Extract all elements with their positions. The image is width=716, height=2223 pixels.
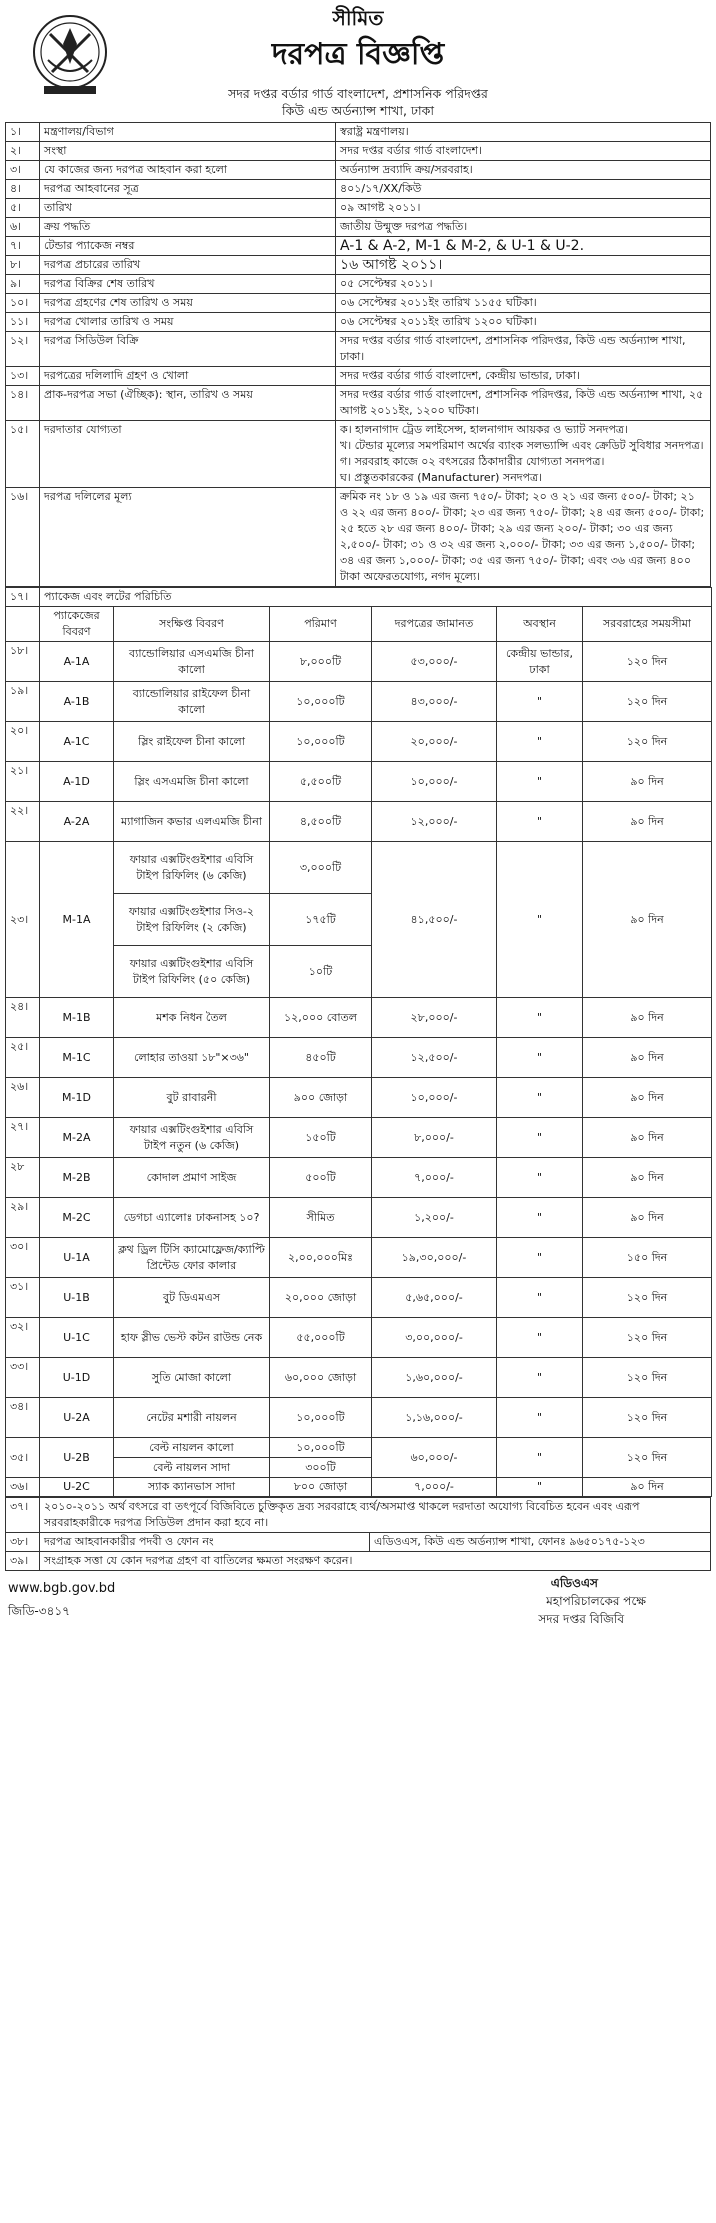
row-value: এডিওএস, কিউ এন্ড অর্ডন্যান্স শাখা, ফোনঃ ৯৬৫০১৭৫-১২৩ [370,1533,711,1552]
row-number: ২৬। [6,1078,40,1118]
row-label: দরপত্র বিক্রির শেষ তারিখ [40,275,336,294]
package-code: A-1D [40,762,114,802]
package-security: ১৯,৩০,০০০/- [372,1238,497,1278]
row-number: ৯। [6,275,40,294]
row-number: ১১। [6,313,40,332]
package-code: M-1C [40,1038,114,1078]
package-quantity: ৩,০০০টি [270,842,372,894]
package-row [6,722,712,762]
package-location: কেন্দ্রীয় ভান্ডার, ঢাকা [497,642,583,682]
package-code: A-1C [40,722,114,762]
column-header: প্যাকেজের বিবরণ [40,607,114,642]
info-row [6,313,711,332]
package-location: " [497,1078,583,1118]
row-number: ২৭। [6,1118,40,1158]
package-quantity: ১০,০০০টি [270,1438,372,1458]
row-number: ৩৬। [6,1478,40,1497]
package-row [6,1318,712,1358]
package-description: ফায়ার এক্সটিংগুইশার এবিসি টাইপ নতুন (৬ কেজি) [114,1118,270,1158]
package-delivery-time: ৯০ দিন [583,1118,712,1158]
package-description: ফায়ার এক্সটিংগুইশার এবিসি টাইপ রিফিলিং (৫০ কেজি) [114,946,270,998]
package-row [6,1278,712,1318]
package-description: বেল্ট নায়লন সাদা [114,1458,270,1478]
column-header: সংক্ষিপ্ত বিবরণ [114,607,270,642]
package-code: M-2A [40,1118,114,1158]
package-delivery-time: ১২০ দিন [583,682,712,722]
package-description: সুতি মোজা কালো [114,1358,270,1398]
package-quantity: ১৭৫টি [270,894,372,946]
note-text: ২০১০-২০১১ অর্থ বৎসরে বা তৎপূর্বে বিজিবিতে চুক্তিকৃত দ্রব্য সরবরাহে ব্যর্থ/অসমাপ্ত থাকলে দরদাতা অযোগ্য বিবেচিত হবেন এবং এরূপ সরবরাহকারীকে দরপত্র সিডিউল প্রদান করা হবে না। [40,1498,711,1533]
info-row-eligibility [6,421,711,488]
row-label: দরপত্র সিডিউল বিক্রি [40,332,336,367]
row-value: ১৬ আগষ্ট ২০১১। [336,256,711,275]
info-row [6,237,711,256]
gd-code: জিডি-৩৪১৭ [8,1604,70,1618]
package-location: " [497,682,583,722]
package-delivery-time: ১২০ দিন [583,1278,712,1318]
package-quantity: ৫,৫০০টি [270,762,372,802]
package-description: ব্যান্ডোলিয়ার এসএমজি চীনা কালো [114,642,270,682]
eligibility-item: ক। হালনাগাদ ট্রেড লাইসেন্স, হালনাগাদ আয়কর ও ভ্যাট সনদপত্র। [340,423,628,436]
row-number: ২৩। [6,842,40,998]
eligibility-list [336,421,711,488]
package-row [6,682,712,722]
package-security: ৮,০০০/- [372,1118,497,1158]
row-label: তারিখ [40,199,336,218]
package-security: ৫৩,০০০/- [372,642,497,682]
row-value: জাতীয় উন্মুক্ত দরপত্র পদ্ধতি। [336,218,711,237]
column-header: দরপত্রের জামানত [372,607,497,642]
row-value: সদর দপ্তর বর্ডার গার্ড বাংলাদেশ, প্রশাসনিক পরিদপ্তর, কিউ এন্ড অর্ডন্যান্স শাখা, ঢাকা। [336,332,711,367]
contact-row [6,1533,711,1552]
notice-header [0,0,716,122]
package-description: ফায়ার এক্সটিংগুইশার সিও-২ টাইপ রিফিলিং (২ কেজি) [114,894,270,946]
signatory-behalf: মহাপরিচালকের পক্ষে [546,1594,646,1608]
package-description: লোহার তাওয়া ১৮"×৩৬" [114,1038,270,1078]
info-row [6,367,711,386]
package-row [6,1238,712,1278]
info-row [6,199,711,218]
row-number: ১৩। [6,367,40,386]
package-quantity: ১০,০০০টি [270,1398,372,1438]
package-row [6,1118,712,1158]
package-code: A-1A [40,642,114,682]
package-quantity: ৫৫,০০০টি [270,1318,372,1358]
package-delivery-time: ৯০ দিন [583,1478,712,1497]
package-location: " [497,1478,583,1497]
package-code: U-2C [40,1478,114,1497]
package-code: M-1A [40,842,114,998]
package-code: U-1B [40,1278,114,1318]
info-row [6,142,711,161]
row-label: দরপত্র আহবানকারীর পদবী ও ফোন নং [40,1533,370,1552]
package-location: " [497,1238,583,1278]
row-value: ক্রমিক নং ১৮ ও ১৯ এর জন্য ৭৫০/- টাকা; ২০ ও ২১ এর জন্য ৫০০/- টাকা; ২১ ও ২২ এর জন্য ৪০০/- টাকা; ২৩ এর জন্য ৭৫০/- টাকা; ২৪ এর জন্য ৫০০/- টাকা; ২৫ হতে ২৮ এর জন্য ৪০০/- টাকা; ২৯ এর জন্য ২০০/- টাকা; ৩০ এর জন্য ২,৫০০/- টাকা; ৩১ ও ৩২ এর জন্য ২,০০০/- টাকা; ৩৩ এর জন্য ১,৫০০/- টাকা; ৩৪ এর জন্য ১,০০০/- টাকা; ৩৫ এর জন্য ৭৫০/- টাকা; এবং ৩৬ এর জন্য ৪০০ টাকা অফেরতযোগ্য, নগদ মূল্যে। [336,488,711,587]
package-quantity: ৮,০০০টি [270,642,372,682]
info-row [6,180,711,199]
restricted-label: সীমিত [332,6,384,30]
row-number: ৮। [6,256,40,275]
package-delivery-time: ১২০ দিন [583,1318,712,1358]
info-row [6,294,711,313]
row-number: ৩৫। [6,1438,40,1478]
package-code: M-2B [40,1158,114,1198]
package-location: " [497,1038,583,1078]
package-row [6,1478,712,1497]
row-value: A-1 & A-2, M-1 & M-2, & U-1 & U-2. [336,237,711,256]
row-label: দরপত্র আহবানের সূত্র [40,180,336,199]
package-delivery-time: ১২০ দিন [583,722,712,762]
note-text: সংগ্রাহক সত্তা যে কোন দরপত্র গ্রহণ বা বাতিলের ক্ষমতা সংরক্ষণ করেন। [40,1552,711,1571]
package-quantity: ৬০,০০০ জোড়া [270,1358,372,1398]
page-title: দরপত্র বিজ্ঞপ্তি [271,37,445,72]
package-location: " [497,998,583,1038]
package-delivery-time: ১২০ দিন [583,1358,712,1398]
package-code: A-1B [40,682,114,722]
package-security: ৬০,০০০/- [372,1438,497,1478]
package-description: কোদাল প্রমাণ সাইজ [114,1158,270,1198]
package-code: U-2B [40,1438,114,1478]
package-quantity: ৫০০টি [270,1158,372,1198]
info-row [6,275,711,294]
package-location: " [497,1118,583,1158]
package-code: A-2A [40,802,114,842]
package-description: ডেগচা এ্যালোঃ ঢাকনাসহ ১০? [114,1198,270,1238]
package-description: বেল্ট নায়লন কালো [114,1438,270,1458]
package-code: M-1B [40,998,114,1038]
row-number: ১৯। [6,682,40,722]
package-quantity: ১০,০০০টি [270,722,372,762]
package-quantity: ১০,০০০টি [270,682,372,722]
row-number: ৩। [6,161,40,180]
org-line: সদর দপ্তর বর্ডার গার্ড বাংলাদেশ, প্রশাসনিক পরিদপ্তর [228,86,488,101]
column-header: পরিমাণ [270,607,372,642]
row-number: ৭। [6,237,40,256]
info-row-price [6,488,711,587]
row-label: দরদাতার যোগ্যতা [40,421,336,488]
row-label: দরপত্র দলিলের মূল্য [40,488,336,587]
package-location: " [497,1158,583,1198]
info-row [6,386,711,421]
row-label: দরপত্র প্রচারের তারিখ [40,256,336,275]
row-number: ২৮ [6,1158,40,1198]
column-header: সরবরাহের সময়সীমা [583,607,712,642]
package-description: ব্যান্ডোলিয়ার রাইফেল চীনা কালো [114,682,270,722]
package-security: ১২,০০০/- [372,802,497,842]
package-location: " [497,1278,583,1318]
row-number: ২৫। [6,1038,40,1078]
package-row [6,1398,712,1438]
package-delivery-time: ৯০ দিন [583,842,712,998]
package-description: নেটের মশারী নায়লন [114,1398,270,1438]
package-security: ১,৬০,০০০/- [372,1358,497,1398]
row-number: ৩৮। [6,1533,40,1552]
row-label: দরপত্রের দলিলাদি গ্রহণ ও খোলা [40,367,336,386]
tender-notes-table [5,1497,711,1571]
package-location: " [497,1438,583,1478]
package-location: " [497,842,583,998]
package-row [6,1158,712,1198]
row-number: ৩৯। [6,1552,40,1571]
package-description: মশক নিধন তৈল [114,998,270,1038]
package-security: ১,১৬,০০০/- [372,1398,497,1438]
package-title: প্যাকেজ এবং লটের পরিচিতি [40,588,712,607]
row-label: যে কাজের জন্য দরপত্র আহবান করা হলো [40,161,336,180]
package-description: ক্লথ ড্রিল টিসি ক্যামোফ্লেজ/ক্যাপ্টি প্রিন্টেড ফোর কালার [114,1238,270,1278]
package-location: " [497,1318,583,1358]
package-security: ২৮,০০০/- [372,998,497,1038]
row-number: ৩০। [6,1238,40,1278]
package-quantity: সীমিত [270,1198,372,1238]
package-location: " [497,802,583,842]
row-value: অর্ডন্যান্স দ্রব্যাদি ক্রয়/সরবরাহ। [336,161,711,180]
package-quantity: ২০,০০০ জোড়া [270,1278,372,1318]
package-code: U-1D [40,1358,114,1398]
package-quantity: ৪৫০টি [270,1038,372,1078]
package-security: ৭,০০০/- [372,1478,497,1497]
package-description: ফায়ার এক্সটিংগুইশার এবিসি টাইপ রিফিলিং (৬ কেজি) [114,842,270,894]
package-location: " [497,1198,583,1238]
package-delivery-time: ১২০ দিন [583,642,712,682]
info-row [6,332,711,367]
package-description: বুট রাবারনী [114,1078,270,1118]
note-row [6,1552,711,1571]
package-location: " [497,762,583,802]
row-number: ১৭। [6,588,40,607]
row-number: ১৬। [6,488,40,587]
package-description: স্যাক ক্যানভাস সাদা [114,1478,270,1497]
package-description: ম্যাগাজিন কভার এলএমজি চীনা [114,802,270,842]
row-label: দরপত্র খোলার তারিখ ও সময় [40,313,336,332]
package-quantity: ১০টি [270,946,372,998]
package-quantity: ২,০০,০০০মিঃ [270,1238,372,1278]
package-delivery-time: ৯০ দিন [583,1198,712,1238]
package-delivery-time: ৯০ দিন [583,998,712,1038]
package-security: ১০,০০০/- [372,762,497,802]
package-security: ৭,০০০/- [372,1158,497,1198]
row-number: ১। [6,123,40,142]
package-description: স্লিং রাইফেল চীনা কালো [114,722,270,762]
package-delivery-time: ১২০ দিন [583,1438,712,1478]
package-security: ১০,০০০/- [372,1078,497,1118]
package-security: ১,২০০/- [372,1198,497,1238]
package-quantity: ১২,০০০ বোতল [270,998,372,1038]
row-label: সংস্থা [40,142,336,161]
package-row [6,1038,712,1078]
row-label: ক্রয় পদ্ধতি [40,218,336,237]
row-number: ১২। [6,332,40,367]
notice-footer [0,1571,716,1635]
signatory-title: এডিওএস [550,1576,598,1590]
package-quantity: ৯০০ জোড়া [270,1078,372,1118]
row-number: ৫। [6,199,40,218]
eligibility-item: খ। টেন্ডার মূল্যের সমপরিমাণ অর্থের ব্যাংক সলভ্যান্সি এবং ক্রেডিট সুবিধার সনদপত্র। [340,439,704,452]
package-location: " [497,1398,583,1438]
header-blank [6,607,40,642]
package-description: বুট ডিএমএস [114,1278,270,1318]
package-location: " [497,722,583,762]
row-number: ১৫। [6,421,40,488]
row-number: ২১। [6,762,40,802]
package-quantity: ৩০০টি [270,1458,372,1478]
package-description: স্লিং এসএমজি চীনা কালো [114,762,270,802]
package-quantity: ৮০০ জোড়া [270,1478,372,1497]
package-delivery-time: ১২০ দিন [583,1398,712,1438]
package-row [6,642,712,682]
package-header-row [6,607,712,642]
package-row [6,998,712,1038]
package-row [6,802,712,842]
package-delivery-time: ৯০ দিন [583,802,712,842]
package-row [6,762,712,802]
info-row [6,123,711,142]
row-number: ৩১। [6,1278,40,1318]
package-code: U-2A [40,1398,114,1438]
package-security: ৪১,৫০০/- [372,842,497,998]
package-code: U-1C [40,1318,114,1358]
package-subrow [6,1438,712,1458]
row-number: ৩৭। [6,1498,40,1533]
package-security: ৩,০০,০০০/- [372,1318,497,1358]
package-code: M-2C [40,1198,114,1238]
info-row [6,256,711,275]
package-quantity: ১৫০টি [270,1118,372,1158]
package-delivery-time: ৯০ দিন [583,1158,712,1198]
package-description: হাফ স্লীভ ভেস্ট কটন রাউন্ড নেক [114,1318,270,1358]
package-title-row [6,588,712,607]
row-value: ০৫ সেপ্টেম্বর ২০১১। [336,275,711,294]
row-value: ০৬ সেপ্টেম্বর ২০১১ইং তারিখ ১২০০ ঘটিকা। [336,313,711,332]
row-value: ০৯ আগষ্ট ২০১১। [336,199,711,218]
package-row [6,1078,712,1118]
package-delivery-time: ৯০ দিন [583,1078,712,1118]
eligibility-item: গ। সরবরাহ কাজে ০২ বৎসরের ঠিকাদারীর যোগ্যতা সনদপত্র। [340,455,605,468]
package-delivery-time: ৯০ দিন [583,762,712,802]
package-code: M-1D [40,1078,114,1118]
row-number: ৩৪। [6,1398,40,1438]
package-security: ৫,৬৫,০০০/- [372,1278,497,1318]
info-row [6,218,711,237]
tender-info-table [5,122,711,587]
row-number: ৬। [6,218,40,237]
row-number: ৩২। [6,1318,40,1358]
row-value: ৪০১/১৭/XX/কিউ [336,180,711,199]
website-link[interactable]: www.bgb.gov.bd [8,1581,116,1596]
row-label: প্রাক-দরপত্র সভা (ঐচ্ছিক): স্থান, তারিখ ও সময় [40,386,336,421]
package-subrow [6,842,712,894]
row-number: ২। [6,142,40,161]
row-number: ২২। [6,802,40,842]
row-number: ২৯। [6,1198,40,1238]
row-label: মন্ত্রণালয়/বিভাগ [40,123,336,142]
package-code: U-1A [40,1238,114,1278]
row-label: দরপত্র গ্রহণের শেষ তারিখ ও সময় [40,294,336,313]
package-quantity: ৪,৫০০টি [270,802,372,842]
package-row [6,1198,712,1238]
info-row [6,161,711,180]
row-number: ১৪। [6,386,40,421]
row-number: ৪। [6,180,40,199]
signatory-office: সদর দপ্তর বিজিবি [538,1612,624,1626]
branch-line: কিউ এন্ড অর্ডন্যান্স শাখা, ঢাকা [282,103,434,118]
row-number: ১০। [6,294,40,313]
eligibility-item: ঘ। প্রস্তুতকারকের (Manufacturer) সনদপত্র। [340,471,543,484]
package-row [6,1358,712,1398]
row-label: টেন্ডার প্যাকেজ নম্বর [40,237,336,256]
row-value: সদর দপ্তর বর্ডার গার্ড বাংলাদেশ, প্রশাসনিক পরিদপ্তর, কিউ এন্ড অর্ডন্যান্স শাখা, ২৫ আগষ্ট ২০১১ইং, ১২০০ ঘটিকা। [336,386,711,421]
package-delivery-time: ৯০ দিন [583,1038,712,1078]
row-number: ৩৩। [6,1358,40,1398]
package-security: ১২,৫০০/- [372,1038,497,1078]
package-delivery-time: ১৫০ দিন [583,1238,712,1278]
package-security: ৪৩,০০০/- [372,682,497,722]
row-number: ২৪। [6,998,40,1038]
row-value: স্বরাষ্ট্র মন্ত্রণালয়। [336,123,711,142]
row-value: ০৬ সেপ্টেম্বর ২০১১ইং তারিখ ১১৫৫ ঘটিকা। [336,294,711,313]
package-location: " [497,1358,583,1398]
row-value: সদর দপ্তর বর্ডার গার্ড বাংলাদেশ। [336,142,711,161]
row-number: ২০। [6,722,40,762]
row-number: ১৮। [6,642,40,682]
package-security: ২০,০০০/- [372,722,497,762]
row-value: সদর দপ্তর বর্ডার গার্ড বাংলাদেশ, কেন্দ্রীয় ভান্ডার, ঢাকা। [336,367,711,386]
package-table [5,587,712,1497]
note-row [6,1498,711,1533]
column-header: অবস্থান [497,607,583,642]
